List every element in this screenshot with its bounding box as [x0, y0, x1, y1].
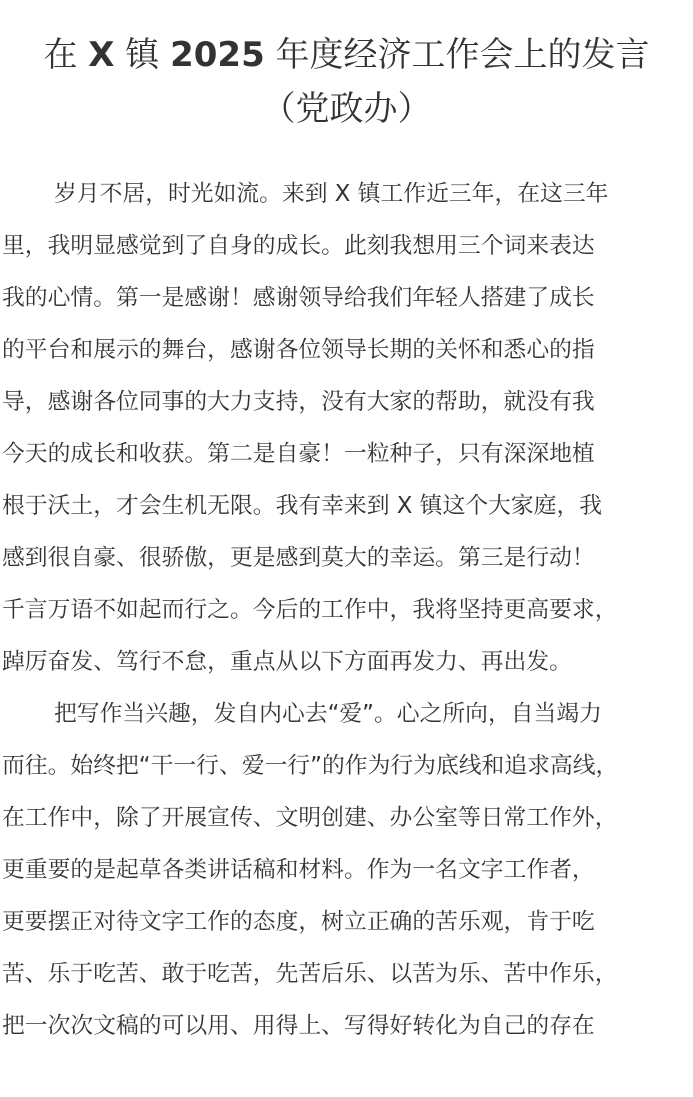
paragraph-line: 今天的成长和收获。第二是自豪！一粒种子，只有深深地植 — [2, 441, 595, 467]
paragraph-1 — [2, 168, 693, 688]
paragraph-line: 的平台和展示的舞台，感谢各位领导长期的关怀和悉心的指 — [2, 337, 595, 363]
paragraph-line: 苦、乐于吃苦、敢于吃苦，先苦后乐、以苦为乐、苦中作乐， — [2, 961, 618, 987]
document-body — [0, 168, 693, 1052]
paragraph-line: 导，感谢各位同事的大力支持，没有大家的帮助，就没有我 — [2, 389, 595, 415]
title-year: 2025 — [170, 35, 265, 75]
title-text-segment: 年度经济工作会上的发言 — [264, 35, 650, 75]
title-town-name: X — [88, 35, 115, 75]
paragraph-line: 在工作中，除了开展宣传、文明创建、办公室等日常工作外， — [2, 805, 618, 831]
paragraph-line: 更要摆正对待文字工作的态度，树立正确的苦乐观，肯于吃 — [2, 909, 595, 935]
paragraph-line: 我的心情。第一是感谢！感谢领导给我们年轻人搭建了成长 — [2, 285, 595, 311]
paragraph-line: 里，我明显感觉到了自身的成长。此刻我想用三个词来表达 — [2, 233, 595, 259]
title-line-2: （党政办） — [261, 89, 432, 129]
document-title — [0, 0, 693, 136]
title-text-segment: 在 — [43, 35, 89, 75]
paragraph-line: 把写作当兴趣，发自内心去“爱”。心之所向，自当竭力 — [54, 701, 602, 727]
title-text-segment: 镇 — [114, 35, 171, 75]
paragraph-line: 岁月不居，时光如流。来到 X 镇工作近三年，在这三年 — [54, 181, 609, 207]
paragraph-2 — [2, 688, 693, 1052]
paragraph-line: 而往。始终把“干一行、爱一行”的作为行为底线和追求高线， — [2, 753, 619, 779]
paragraph-line: 把一次次文稿的可以用、用得上、写得好转化为自己的存在 — [2, 1013, 595, 1039]
paragraph-line: 感到很自豪、很骄傲，更是感到莫大的幸运。第三是行动！ — [2, 545, 595, 571]
paragraph-line: 更重要的是起草各类讲话稿和材料。作为一名文字工作者， — [2, 857, 595, 883]
paragraph-line: 踔厉奋发、笃行不怠，重点从以下方面再发力、再出发。 — [2, 649, 572, 675]
paragraph-line: 千言万语不如起而行之。今后的工作中，我将坚持更高要求， — [2, 597, 618, 623]
title-line-1 — [0, 28, 693, 82]
paragraph-line: 根于沃土，才会生机无限。我有幸来到 X 镇这个大家庭，我 — [2, 493, 603, 519]
